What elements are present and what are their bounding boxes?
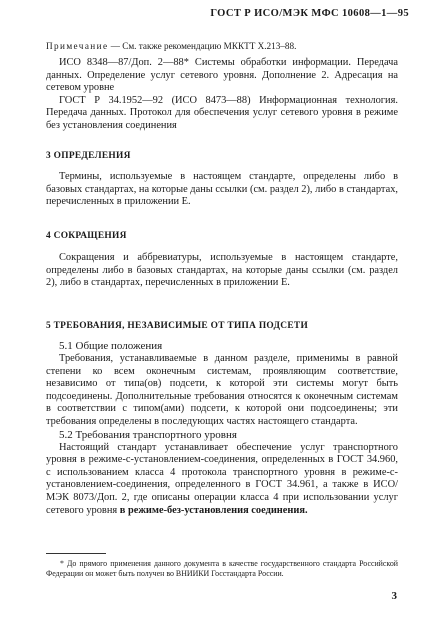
reference-gost-34-1952: ГОСТ Р 34.1952—92 (ИСО 8473—88) Информационная технология. Передача данных. Протокол для обеспечения услуг сетевого уровня в режиме без установления соединения xyxy=(46,94,398,131)
references-block xyxy=(46,57,398,133)
section-5 xyxy=(46,321,398,517)
note-text: — См. также рекомендацию МККТТ Х.213–88. xyxy=(110,41,297,51)
section-3-heading: 3 ОПРЕДЕЛЕНИЯ xyxy=(46,151,131,161)
footnote-divider xyxy=(46,553,106,554)
section-4 xyxy=(46,231,398,290)
reference-iso-8348: ИСО 8348—87/Доп. 2—88* Системы обработки информации. Передача данных. Определение услуг сетевого уровня. Дополнение 2. Адресация на сетевом уровне xyxy=(46,57,398,94)
subsection-5-2-bold-text: в режиме-без-установления соединения. xyxy=(119,504,308,516)
subsection-5-1-body: Требования, устанавливаемые в данном разделе, применимы в равной степени ко всем оконечным системам, проявляющим соответствие, независимо от типа(ов) подсети, к которой эти системы могут быть подсоединены. Дополнительные требования относятся к оконечным системам в соответствии с типом(ами) подсети, к которой они подсоединены; эти требования определены в последующих частях настоящего стандарта. xyxy=(46,353,398,427)
subsection-5-2-text: Настоящий стандарт устанавливает обеспечение услуг транспортного уровня в режиме-с-установлением-соединения, определенных в ГОСТ 34.960, с использованием класса 4 протокола транспортного уровня в режиме-с-установлением-соединения, определенного в ГОСТ 34.961, а также в ИСО/МЭК 8073/Доп. 2, где описаны операции класса 4 при использовании услуг сетевого уровня xyxy=(46,441,398,516)
document-header: ГОСТ Р ИСО/МЭК МФС 10608—1—95 xyxy=(210,8,409,19)
section-5-heading: 5 ТРЕБОВАНИЯ, НЕЗАВИСИМЫЕ ОТ ТИПА ПОДСЕТИ xyxy=(46,321,309,331)
reference-note xyxy=(46,40,398,52)
section-3 xyxy=(46,151,398,209)
section-3-body: Термины, используемые в настоящем стандарте, определены либо в базовых стандартах, на которые даны ссылки (см. раздел 2), либо в стандартах, перечисленных в приложении Е. xyxy=(46,171,398,208)
subsection-5-2-heading: 5.2 Требования транспортного уровня xyxy=(59,428,237,441)
subsection-5-2-body xyxy=(46,442,398,518)
page-number: 3 xyxy=(391,590,397,602)
footnote: * До прямого применения данного документа в качестве государственного стандарта Российской Федерации он может быть получен во ВНИИКИ Госстандарта России. xyxy=(46,559,398,578)
section-4-heading: 4 СОКРАЩЕНИЯ xyxy=(46,231,127,241)
section-4-body: Сокращения и аббревиатуры, используемые в настоящем стандарте, определены либо в базовых стандартах, на которые даны ссылки (см. раздел 2), либо в стандартах, перечисленных в приложении Е. xyxy=(46,252,398,289)
subsection-5-1-heading: 5.1 Общие положения xyxy=(59,340,163,352)
note-label: Примечание xyxy=(46,41,109,51)
